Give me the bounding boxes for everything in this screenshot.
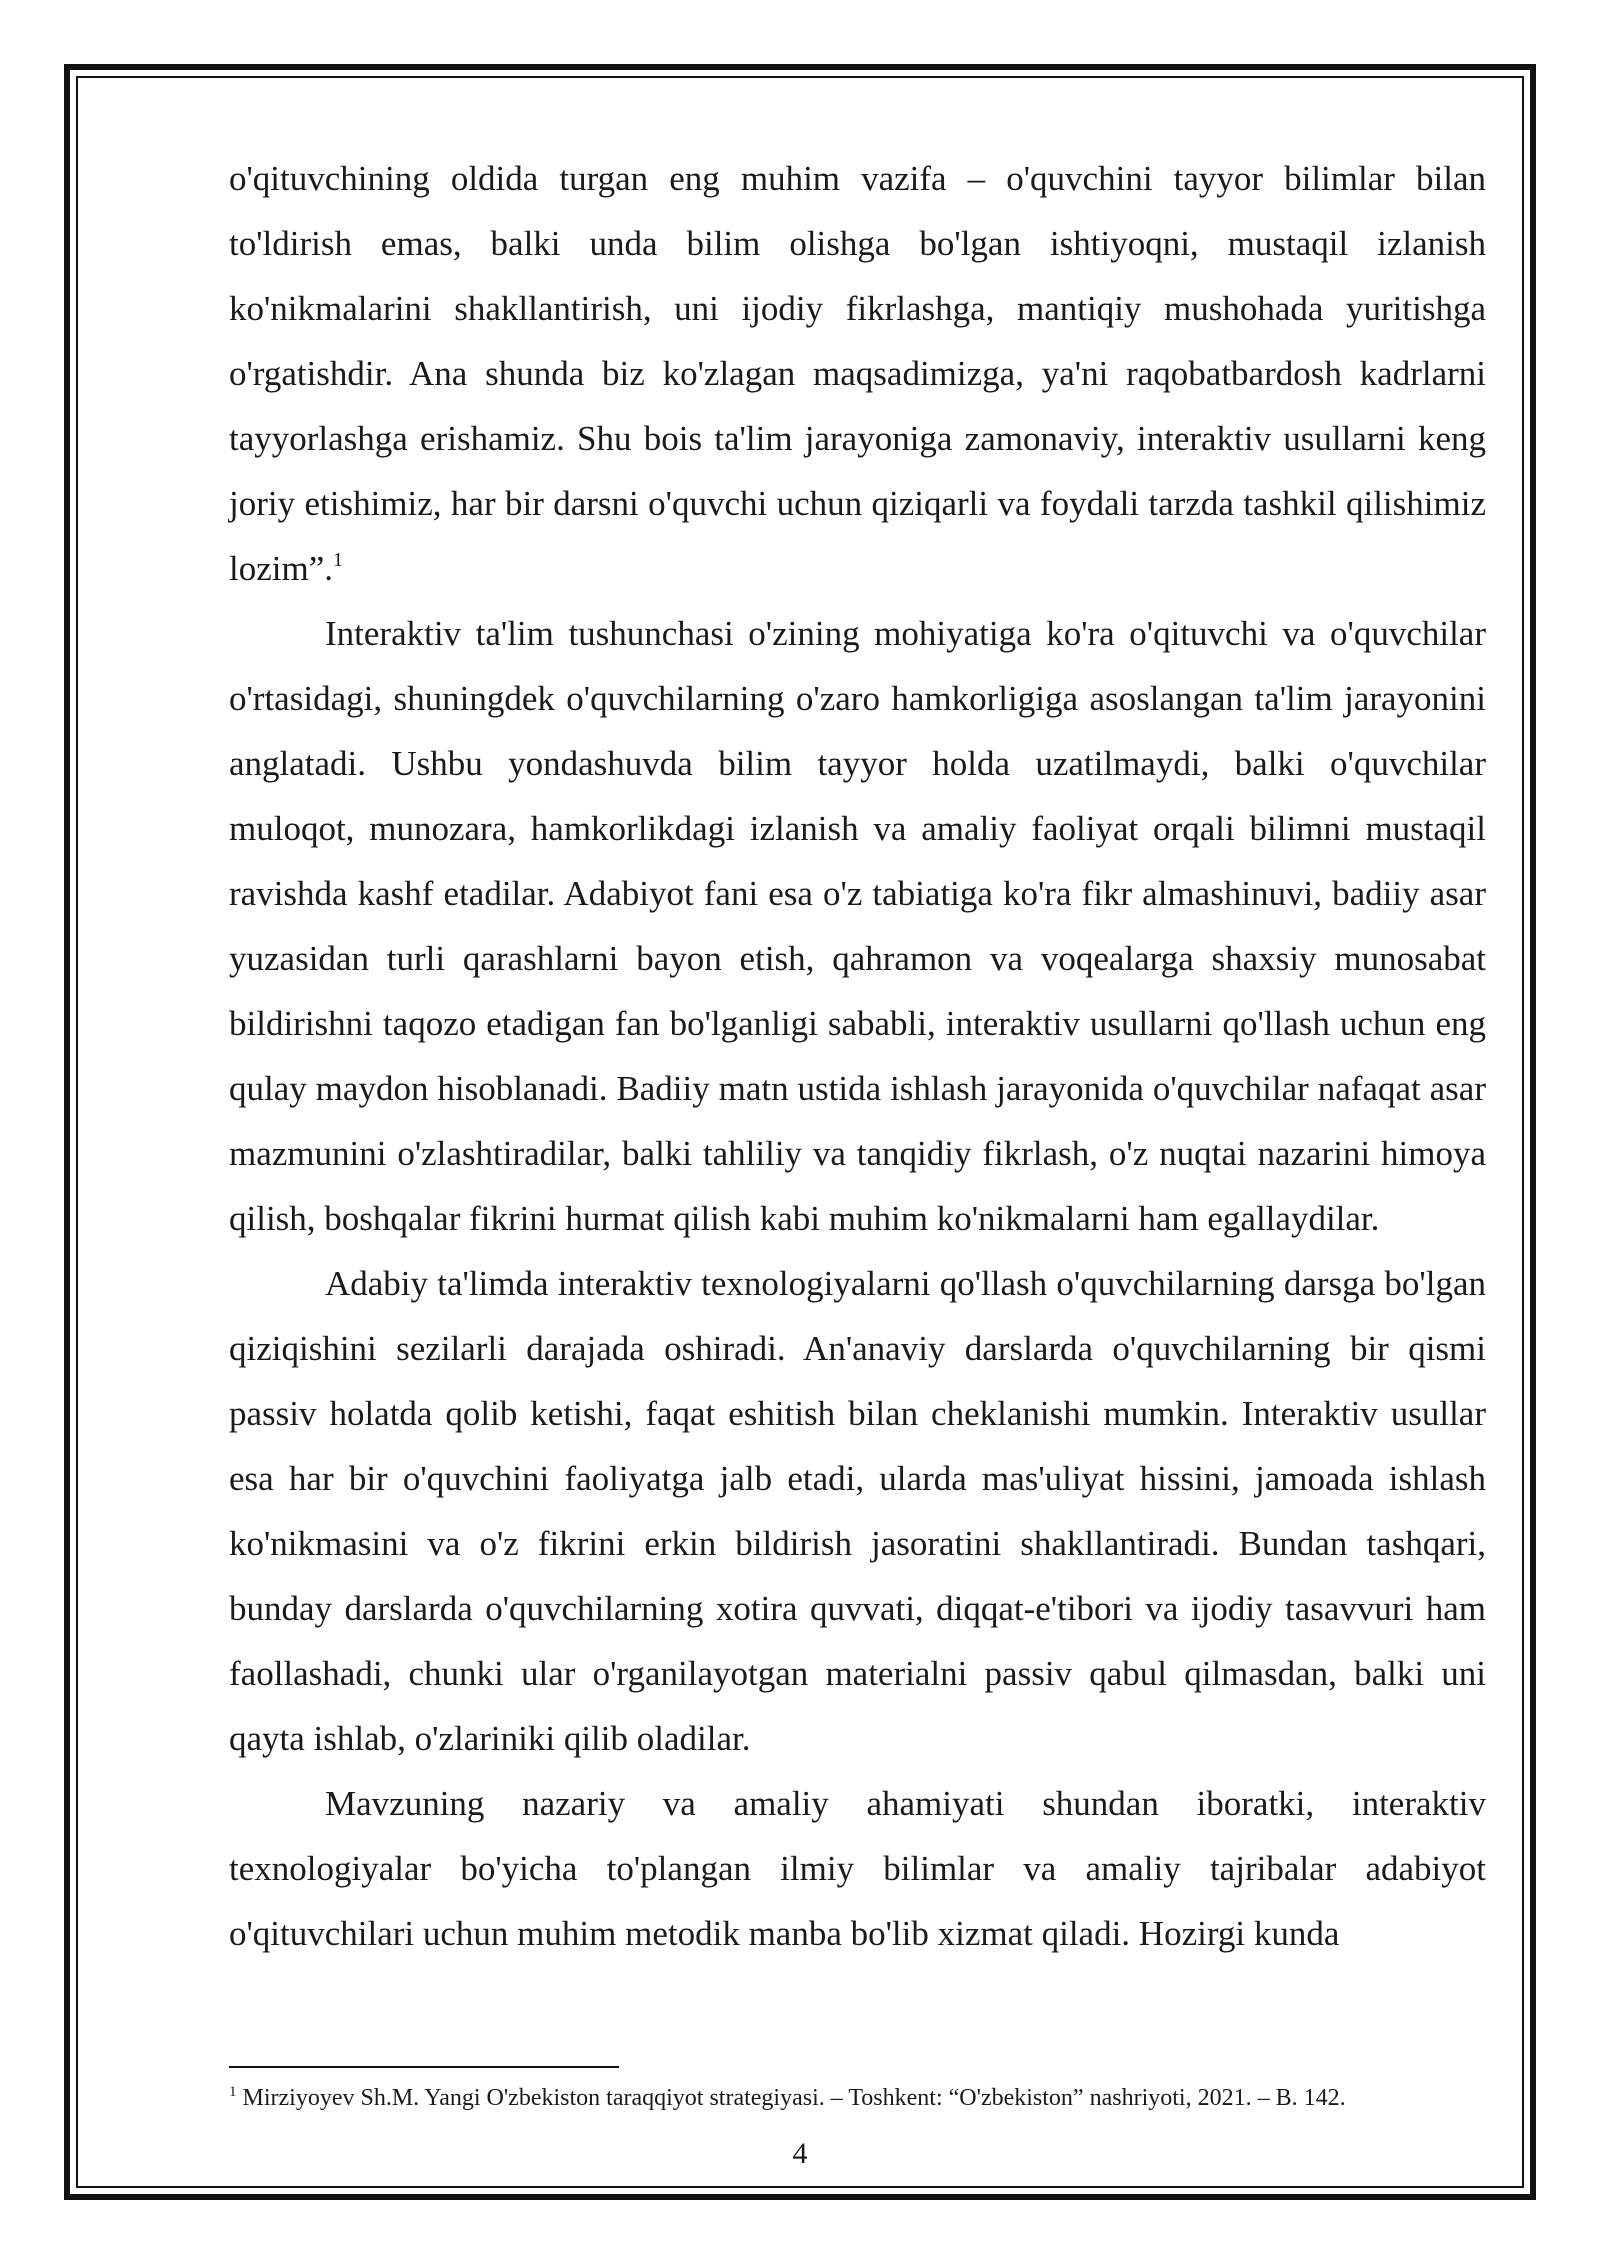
paragraph-2 (229, 601, 1486, 1251)
paragraph-4-text: Mavzuning nazariy va amaliy ahamiyati shundan iboratki, interaktiv texnologiyalar bo'yicha to'plangan ilmiy bilimlar va amaliy tajribalar adabiyot o'qituvchilari uchun muhim metodik manba bo'lib xizmat qiladi. Hozirgi kunda (229, 1784, 1486, 1953)
paragraph-3 (229, 1251, 1486, 1771)
footnote-text: Mirziyoyev Sh.M. Yangi O'zbekiston taraqqiyot strategiyasi. – Toshkent: “O'zbekiston” nashriyoti, 2021. – B. 142. (242, 2085, 1346, 2111)
footnote-reference[interactable]: 1 (333, 549, 343, 571)
paragraph-1-text: o'qituvchining oldida turgan eng muhim vazifa – o'quvchini tayyor bilimlar bilan to'ldirish emas, balki unda bilim olishga bo'lgan ishtiyoqni, mustaqil izlanish ko'nikmalarini shakllantirish, uni ijodiy fikrlashga, mantiqiy mushohada yuritishga o'rgatishdir. Ana shunda biz ko'zlagan maqsadimizga, ya'ni raqobatbardosh kadrlarni tayyorlashga erishamiz. Shu bois ta'lim jarayoniga zamonaviy, interaktiv usullarni keng joriy etishimiz, har bir darsni o'quvchi uchun qiziqarli va foydali tarzda tashkil qilishimiz lozim”. (229, 159, 1486, 588)
footnote (229, 2082, 1486, 2114)
paragraph-2-text: Interaktiv ta'lim tushunchasi o'zining mohiyatiga ko'ra o'qituvchi va o'quvchilar o'rtasidagi, shuningdek o'quvchilarning o'zaro hamkorligiga asoslangan ta'lim jarayonini anglatadi. Ushbu yondashuvda bilim tayyor holda uzatilmaydi, balki o'quvchilar muloqot, munozara, hamkorlikdagi izlanish va amaliy faoliyat orqali bilimni mustaqil ravishda kashf etadilar. Adabiyot fani esa o'z tabiatiga ko'ra fikr almashinuvi, badiiy asar yuzasidan turli qarashlarni bayon etish, qahramon va voqealarga shaxsiy munosabat bildirishni taqozo etadigan fan bo'lganligi sababli, interaktiv usullarni qo'llash uchun eng qulay maydon hisoblanadi. Badiiy matn ustida ishlash jarayonida o'quvchilar nafaqat asar mazmunini o'zlashtiradilar, balki tahliliy va tanqidiy fikrlash, o'z nuqtai nazarini himoya qilish, boshqalar fikrini hurmat qilish kabi muhim ko'nikmalarni ham egallaydilar. (229, 614, 1486, 1238)
footnote-separator (229, 2066, 619, 2068)
paragraph-4 (229, 1771, 1486, 1966)
page-number: 4 (792, 2137, 808, 2170)
body-text (229, 146, 1486, 1966)
paragraph-3-text: Adabiy ta'limda interaktiv texnologiyalarni qo'llash o'quvchilarning darsga bo'lgan qiziqishini sezilarli darajada oshiradi. An'anaviy darslarda o'quvchilarning bir qismi passiv holatda qolib ketishi, faqat eshitish bilan cheklanishi mumkin. Interaktiv usullar esa har bir o'quvchini faoliyatga jalb etadi, ularda mas'uliyat hissini, jamoada ishlash ko'nikmasini va o'z fikrini erkin bildirish jasoratini shakllantiradi. Bundan tashqari, bunday darslarda o'quvchilarning xotira quvvati, diqqat-e'tibori va ijodiy tasavvuri ham faollashadi, chunki ular o'rganilayotgan materialni passiv qabul qilmasdan, balki uni qayta ishlab, o'zlariniki qilib oladilar. (229, 1264, 1486, 1758)
paragraph-1 (229, 146, 1486, 601)
footnote-marker: 1 (229, 2084, 237, 2100)
